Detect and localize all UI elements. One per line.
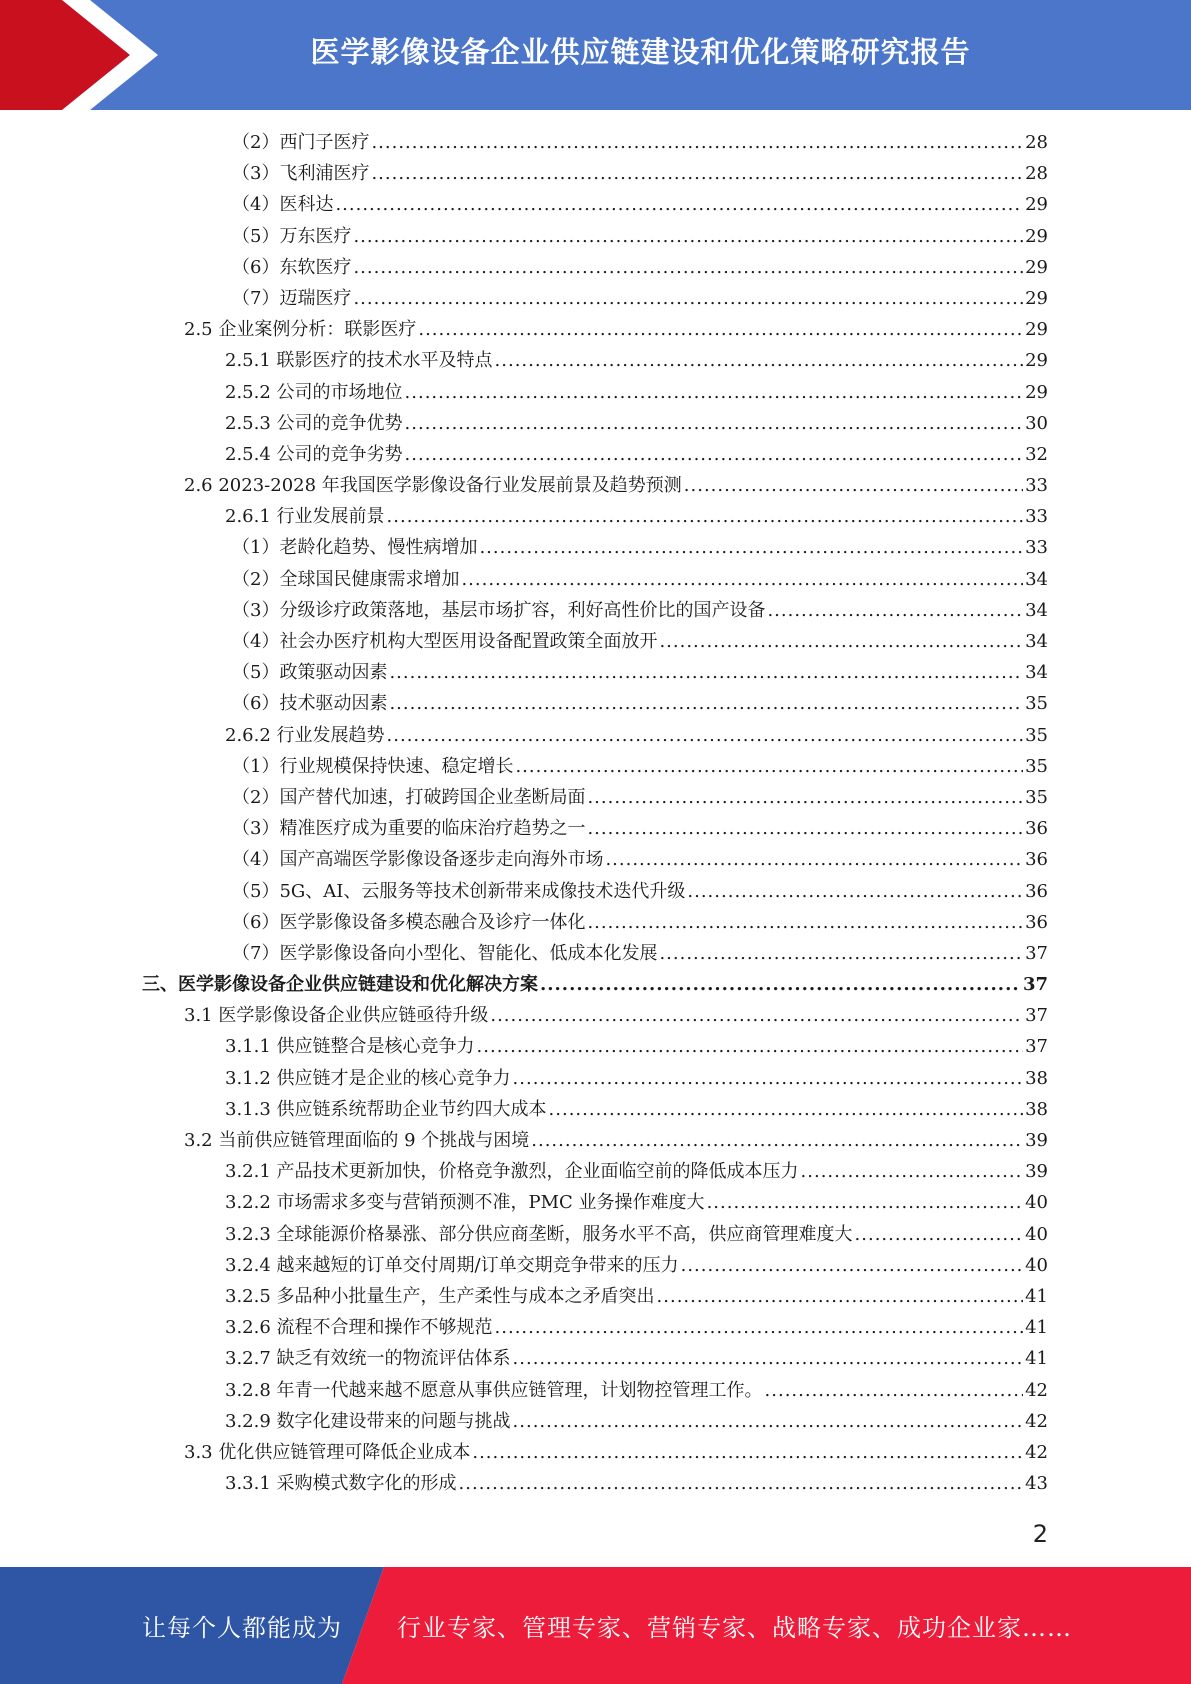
toc-entry-page: 29: [1025, 381, 1048, 403]
toc-entry[interactable]: [0, 252, 1191, 283]
toc-dot-leader: [765, 1375, 1024, 1406]
toc-entry-label: （4）社会办医疗机构大型医用设备配置政策全面放开: [232, 631, 658, 652]
toc-entry-label: 3.2.8 年青一代越来越不愿意从事供应链管理，计划物控管理工作。: [225, 1379, 763, 1401]
toc-entry[interactable]: [0, 1031, 1191, 1062]
toc-dot-leader: [461, 564, 1023, 595]
toc-dot-leader: [405, 377, 1024, 408]
toc-entry-label: 3.2.9 数字化建设带来的问题与挑战: [225, 1410, 511, 1432]
toc-entry-label: （7）医学影像设备向小型化、智能化、低成本化发展: [232, 942, 658, 964]
toc-entry-page: 42: [1025, 1379, 1048, 1401]
toc-entry[interactable]: [0, 720, 1191, 751]
toc-entry-page: 34: [1025, 631, 1048, 652]
toc-entry[interactable]: [0, 1406, 1191, 1437]
toc-entry[interactable]: [0, 938, 1191, 969]
toc-dot-leader: [515, 751, 1023, 782]
toc-dot-leader: [513, 1063, 1024, 1094]
toc-entry-page: 35: [1025, 755, 1048, 777]
toc-entry-page: 41: [1025, 1285, 1048, 1307]
toc-entry-label: 3.2.7 缺乏有效统一的物流评估体系: [225, 1348, 511, 1370]
toc-entry[interactable]: [0, 907, 1191, 938]
toc-entry[interactable]: [0, 751, 1191, 782]
toc-entry[interactable]: [0, 1125, 1191, 1156]
toc-entry-page: 32: [1025, 443, 1048, 465]
toc-entry-page: 29: [1025, 287, 1048, 309]
toc-entry-page: 35: [1025, 786, 1048, 808]
toc-entry-page: 33: [1025, 475, 1048, 497]
toc-dot-leader: [389, 688, 1023, 719]
toc-entry[interactable]: [0, 1219, 1191, 1250]
toc-entry[interactable]: [0, 501, 1191, 532]
toc-dot-leader: [801, 1156, 1024, 1187]
toc-entry-label: （2）全球国民健康需求增加: [232, 568, 460, 590]
toc-entry-label: （4）国产高端医学影像设备逐步走向海外市场: [232, 849, 604, 871]
toc-dot-leader: [549, 1094, 1024, 1125]
toc-entry-page: 36: [1025, 911, 1048, 933]
toc-entry-label: （6）技术驱动因素: [232, 693, 388, 715]
toc-entry-label: 3.3 优化供应链管理可降低企业成本: [184, 1441, 471, 1463]
toc-entry-label: 3.2.1 产品技术更新加快，价格竞争激烈，企业面临空前的降低成本压力: [225, 1161, 799, 1183]
toc-dot-leader: [405, 439, 1024, 470]
toc-entry-page: 35: [1025, 724, 1048, 746]
toc-entry-page: 40: [1025, 1254, 1048, 1276]
toc-entry[interactable]: [0, 595, 1191, 626]
toc-entry-page: 42: [1025, 1441, 1048, 1463]
toc-entry-page: 36: [1025, 818, 1048, 840]
toc-entry-label: 3.2.3 全球能源价格暴涨、部分供应商垄断，服务水平不高，供应商管理难度大: [225, 1223, 853, 1245]
toc-dot-leader: [657, 1281, 1024, 1312]
toc-entry-label: （3）飞利浦医疗: [232, 163, 370, 185]
toc-entry[interactable]: [0, 1375, 1191, 1406]
toc-entry[interactable]: [0, 377, 1191, 408]
toc-entry[interactable]: [0, 189, 1191, 220]
toc-entry-page: 34: [1025, 599, 1048, 621]
toc-entry[interactable]: [0, 158, 1191, 189]
toc-entry[interactable]: [0, 1063, 1191, 1094]
toc-entry-page: 37: [1025, 1036, 1048, 1058]
toc-entry-label: 3.1.1 供应链整合是核心竞争力: [225, 1036, 475, 1058]
toc-entry-page: 39: [1025, 1161, 1048, 1183]
toc-entry-page: 29: [1025, 256, 1048, 278]
header-banner: [0, 0, 1191, 110]
toc-dot-leader: [659, 938, 1023, 969]
toc-dot-leader: [371, 158, 1023, 189]
toc-entry[interactable]: [0, 1250, 1191, 1281]
toc-entry-label: （5）5G、AI、云服务等技术创新带来成像技术迭代升级: [232, 880, 686, 902]
toc-dot-leader: [472, 1437, 1023, 1468]
toc-dot-leader: [684, 470, 1023, 501]
toc-entry-page: 34: [1025, 662, 1048, 684]
toc-dot-leader: [335, 189, 1023, 220]
toc-entry-label: （6）医学影像设备多模态融合及诊疗一体化: [232, 911, 586, 933]
toc-entry[interactable]: [0, 1094, 1191, 1125]
toc-entry-page: 33: [1025, 506, 1048, 528]
toc-entry-label: 3.1.3 供应链系统帮助企业节约四大成本: [225, 1098, 547, 1120]
toc-dot-leader: [387, 501, 1024, 532]
toc-entry-page: 34: [1025, 568, 1048, 590]
toc-entry-page: 29: [1025, 350, 1048, 372]
toc-entry-page: 40: [1025, 1223, 1048, 1245]
toc-entry[interactable]: [0, 564, 1191, 595]
toc-entry-page: 37: [1025, 942, 1048, 964]
toc-entry[interactable]: [0, 844, 1191, 875]
toc-entry-label: 2.5.4 公司的竞争劣势: [225, 443, 403, 465]
toc-entry-label: （2）西门子医疗: [232, 132, 370, 153]
toc-dot-leader: [659, 626, 1023, 657]
toc-entry-label: 3.2 当前供应链管理面临的 9 个挑战与困境: [184, 1130, 530, 1151]
toc-entry-label: （2）国产替代加速，打破跨国企业垄断局面: [232, 786, 586, 808]
toc-dot-leader: [353, 252, 1023, 283]
toc-dot-leader: [495, 345, 1024, 376]
toc-entry[interactable]: [0, 782, 1191, 813]
toc-dot-leader: [855, 1219, 1024, 1250]
toc-dot-leader: [459, 1468, 1024, 1499]
toc-entry-label: （1）老龄化趋势、慢性病增加: [232, 537, 478, 559]
toc-entry[interactable]: [0, 1187, 1191, 1218]
toc-dot-leader: [605, 844, 1023, 875]
toc-entry-label: 3.2.6 流程不合理和操作不够规范: [225, 1317, 493, 1339]
footer-slogan-right: 行业专家、管理专家、营销专家、战略专家、成功企业家……: [397, 1614, 1072, 1642]
toc-entry-page: 41: [1025, 1317, 1048, 1339]
toc-entry-label: 2.5.2 公司的市场地位: [225, 381, 403, 403]
toc-entry[interactable]: [0, 532, 1191, 563]
toc-dot-leader: [513, 1343, 1024, 1374]
toc-entry-label: （6）东软医疗: [232, 256, 352, 278]
toc-entry-page: 29: [1025, 225, 1048, 247]
toc-entry-label: （7）迈瑞医疗: [232, 287, 352, 309]
toc-entry-label: 3.1.2 供应链才是企业的核心竞争力: [225, 1067, 511, 1089]
toc-entry[interactable]: [0, 127, 1191, 158]
toc-entry-label: 2.5.1 联影医疗的技术水平及特点: [225, 350, 493, 372]
toc-entry-page: 41: [1025, 1348, 1048, 1370]
toc-entry-page: 42: [1025, 1410, 1048, 1432]
toc-dot-leader: [687, 876, 1023, 907]
toc-entry-label: 3.1 医学影像设备企业供应链亟待升级: [184, 1005, 489, 1027]
toc-dot-leader: [371, 127, 1023, 158]
toc-entry-page: 39: [1025, 1130, 1048, 1151]
toc-dot-leader: [707, 1187, 1024, 1218]
toc-entry-label: 3.2.4 越来越短的订单交付周期/订单交期竞争带来的压力: [225, 1254, 679, 1276]
toc-entry-page: 36: [1025, 849, 1048, 871]
toc-entry-label: 3.2.5 多品种小批量生产，生产柔性与成本之矛盾突出: [225, 1285, 655, 1307]
footer-banner: [0, 1567, 1191, 1684]
toc-entry-page: 37: [1022, 974, 1048, 996]
toc-dot-leader: [513, 1406, 1024, 1437]
toc-entry[interactable]: [0, 221, 1191, 252]
toc-dot-leader: [767, 595, 1023, 626]
toc-dot-leader: [353, 221, 1023, 252]
toc-entry-label: （4）医科达: [232, 194, 334, 216]
toc-entry-page: 28: [1025, 132, 1048, 153]
document-title: 医学影像设备企业供应链建设和优化策略研究报告: [310, 34, 971, 69]
toc-dot-leader: [540, 969, 1021, 1000]
toc-dot-leader: [418, 314, 1023, 345]
toc-dot-leader: [531, 1125, 1023, 1156]
toc-entry-label: （5）政策驱动因素: [232, 662, 388, 684]
toc-entry-page: 40: [1025, 1192, 1048, 1214]
table-of-contents: [0, 127, 1191, 1499]
toc-entry-label: 2.6 2023-2028 年我国医学影像设备行业发展前景及趋势预测: [184, 475, 682, 497]
toc-entry-label: 2.6.2 行业发展趋势: [225, 724, 385, 746]
toc-entry-page: 28: [1025, 163, 1048, 185]
toc-entry[interactable]: [0, 1000, 1191, 1031]
toc-entry[interactable]: [0, 813, 1191, 844]
toc-entry-label: （3）分级诊疗政策落地，基层市场扩容，利好高性价比的国产设备: [232, 599, 766, 621]
toc-entry[interactable]: [0, 626, 1191, 657]
toc-entry-label: 三、医学影像设备企业供应链建设和优化解决方案: [142, 974, 538, 996]
toc-entry-page: 36: [1025, 880, 1048, 902]
toc-entry-label: 2.5.3 公司的竞争优势: [225, 412, 403, 434]
toc-entry-page: 35: [1025, 693, 1048, 715]
toc-entry-page: 30: [1025, 412, 1048, 434]
toc-entry-page: 38: [1025, 1067, 1048, 1089]
toc-entry-label: 3.2.2 市场需求多变与营销预测不准，PMC 业务操作难度大: [225, 1192, 705, 1214]
toc-entry-label: （3）精准医疗成为重要的临床治疗趋势之一: [232, 818, 586, 840]
toc-dot-leader: [587, 782, 1023, 813]
toc-dot-leader: [587, 907, 1023, 938]
toc-dot-leader: [387, 720, 1024, 751]
toc-entry[interactable]: [0, 314, 1191, 345]
toc-dot-leader: [479, 532, 1023, 563]
toc-entry-label: 2.5 企业案例分析：联影医疗: [184, 319, 417, 341]
toc-dot-leader: [587, 813, 1023, 844]
toc-entry-page: 43: [1025, 1473, 1048, 1495]
toc-dot-leader: [477, 1031, 1024, 1062]
toc-entry[interactable]: [0, 688, 1191, 719]
toc-entry[interactable]: [0, 969, 1191, 1000]
toc-dot-leader: [681, 1250, 1024, 1281]
toc-entry-label: 2.6.1 行业发展前景: [225, 506, 385, 528]
toc-entry[interactable]: [0, 470, 1191, 501]
toc-entry[interactable]: [0, 1312, 1191, 1343]
toc-dot-leader: [353, 283, 1023, 314]
toc-dot-leader: [405, 408, 1024, 439]
page-number: 2: [1032, 1520, 1048, 1548]
toc-entry[interactable]: [0, 1156, 1191, 1187]
toc-entry[interactable]: [0, 1468, 1191, 1499]
toc-entry[interactable]: [0, 439, 1191, 470]
toc-entry[interactable]: [0, 1343, 1191, 1374]
footer-slogan-left: 让每个人都能成为: [142, 1614, 342, 1642]
toc-entry-page: 37: [1025, 1005, 1048, 1027]
toc-dot-leader: [495, 1312, 1024, 1343]
toc-entry[interactable]: [0, 408, 1191, 439]
toc-entry-label: （5）万东医疗: [232, 225, 352, 247]
toc-dot-leader: [490, 1000, 1023, 1031]
toc-entry-page: 33: [1025, 537, 1048, 559]
toc-entry[interactable]: [0, 283, 1191, 314]
toc-entry-page: 38: [1025, 1098, 1048, 1120]
toc-entry-page: 29: [1025, 319, 1048, 341]
toc-entry[interactable]: [0, 345, 1191, 376]
toc-entry[interactable]: [0, 1281, 1191, 1312]
toc-entry-page: 29: [1025, 194, 1048, 216]
toc-entry[interactable]: [0, 1437, 1191, 1468]
toc-entry[interactable]: [0, 876, 1191, 907]
toc-entry-label: 3.3.1 采购模式数字化的形成: [225, 1473, 457, 1495]
toc-entry[interactable]: [0, 657, 1191, 688]
toc-entry-label: （1）行业规模保持快速、稳定增长: [232, 755, 514, 777]
toc-dot-leader: [389, 657, 1023, 688]
